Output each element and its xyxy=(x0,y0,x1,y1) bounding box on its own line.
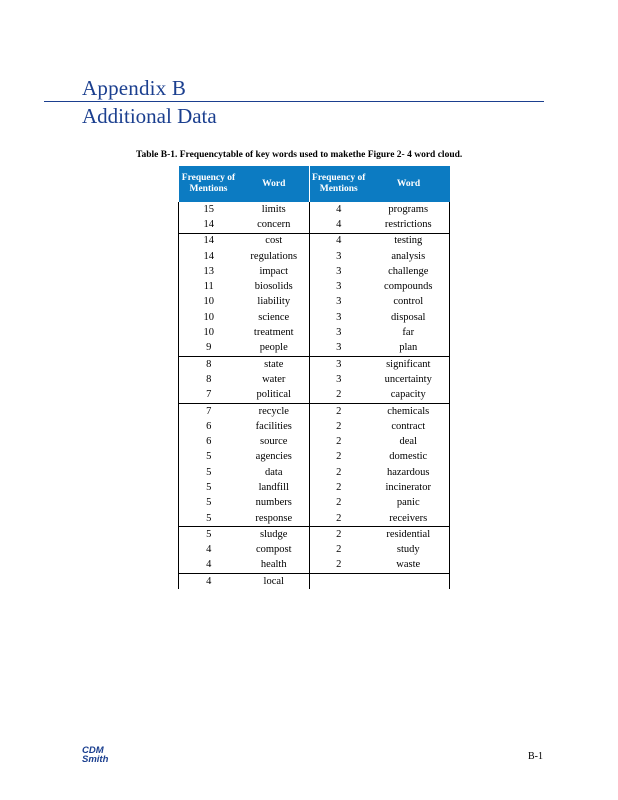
frequency-left-cell: 10 xyxy=(179,325,239,340)
frequency-left-cell: 6 xyxy=(179,434,239,449)
frequency-left-cell: 6 xyxy=(179,419,239,434)
word-right-cell: contract xyxy=(368,419,450,434)
word-left-cell: numbers xyxy=(255,497,292,509)
word-left-cell: concern xyxy=(239,217,310,233)
word-left-cell: limits xyxy=(261,203,286,215)
word-left-cell: liability xyxy=(257,296,291,308)
frequency-right-cell: 3 xyxy=(310,295,368,310)
table-row xyxy=(179,388,450,404)
word-left-cell: political xyxy=(239,388,310,404)
frequency-right-cell: 2 xyxy=(310,496,368,511)
table-row xyxy=(179,543,450,558)
frequency-right-cell: 2 xyxy=(310,558,368,574)
logo-line-2: Smith xyxy=(82,754,109,765)
table-row xyxy=(179,419,450,434)
frequency-right-cell: 4 xyxy=(310,202,368,217)
frequency-right-cell: 2 xyxy=(310,450,368,465)
frequency-left-cell: 5 xyxy=(179,496,239,511)
frequency-left-cell: 8 xyxy=(179,372,239,387)
header-word-left: Word xyxy=(239,166,310,202)
frequency-left-cell: 5 xyxy=(179,527,239,543)
frequency-left-cell: 14 xyxy=(179,233,239,249)
word-left-cell: agencies xyxy=(255,451,292,463)
header-frequency-right: Frequency of Mentions xyxy=(310,166,368,202)
word-left-cell: response xyxy=(239,511,310,527)
word-right-cell: capacity xyxy=(368,388,450,404)
word-left-cell: science xyxy=(258,311,290,323)
heading-divider xyxy=(44,101,544,102)
table-row xyxy=(179,295,450,310)
frequency-left-cell: 10 xyxy=(179,295,239,310)
frequency-right-cell: 3 xyxy=(310,279,368,294)
frequency-left-cell: 7 xyxy=(179,388,239,404)
table-row xyxy=(179,372,450,387)
frequency-left-cell: 5 xyxy=(179,450,239,465)
table-caption: Table B-1. Frequencytable of key words used to makethe Figure 2- 4 word cloud. xyxy=(136,150,463,160)
table-body xyxy=(179,202,450,589)
word-right-cell: control xyxy=(368,295,450,310)
frequency-right-cell: 2 xyxy=(310,465,368,480)
logo-line-1: CDM xyxy=(82,745,104,756)
word-right-cell: analysis xyxy=(368,249,450,264)
word-left-cell: recycle xyxy=(258,405,289,417)
word-left-cell: regulations xyxy=(250,250,298,262)
frequency-left-cell: 14 xyxy=(179,217,239,233)
frequency-right-cell: 2 xyxy=(310,527,368,543)
table-header-row xyxy=(179,166,450,202)
word-left-cell: treatment xyxy=(253,327,294,339)
frequency-right-cell: 2 xyxy=(310,419,368,434)
frequency-right-cell: 3 xyxy=(310,310,368,325)
frequency-right-cell: 3 xyxy=(310,249,368,264)
word-left-cell: facilities xyxy=(255,420,292,432)
word-left-cell: people xyxy=(239,341,310,357)
word-right-cell: study xyxy=(368,543,450,558)
table-row xyxy=(179,325,450,340)
word-right-cell: deal xyxy=(368,434,450,449)
table-row xyxy=(179,511,450,527)
word-left-cell: local xyxy=(263,575,284,587)
frequency-right-cell: 3 xyxy=(310,372,368,387)
table-row xyxy=(179,233,450,249)
table-row xyxy=(179,264,450,279)
frequency-table xyxy=(178,166,450,589)
frequency-left-cell: 14 xyxy=(179,249,239,264)
table-row xyxy=(179,527,450,543)
word-right-cell: domestic xyxy=(368,450,450,465)
frequency-right-cell: 2 xyxy=(310,388,368,404)
word-right-cell: challenge xyxy=(368,264,450,279)
frequency-left-cell: 15 xyxy=(179,202,239,217)
frequency-left-cell: 13 xyxy=(179,264,239,279)
word-left-cell: impact xyxy=(259,265,289,277)
frequency-right-cell xyxy=(310,574,368,590)
word-left-cell: data xyxy=(265,466,283,478)
word-left-cell: landfill xyxy=(258,481,289,493)
frequency-right-cell: 4 xyxy=(310,217,368,233)
word-left-cell: biosolids xyxy=(254,281,293,293)
word-right-cell: hazardous xyxy=(368,465,450,480)
word-right-cell: incinerator xyxy=(368,480,450,495)
frequency-right-cell: 2 xyxy=(310,434,368,449)
table-row xyxy=(179,574,450,590)
frequency-right-cell: 3 xyxy=(310,341,368,357)
frequency-right-cell: 4 xyxy=(310,233,368,249)
word-left-cell: sludge xyxy=(260,528,288,540)
frequency-left-cell: 4 xyxy=(179,543,239,558)
word-left-cell: water xyxy=(262,373,286,385)
word-right-cell: restrictions xyxy=(368,217,450,233)
frequency-right-cell: 2 xyxy=(310,480,368,495)
table-row xyxy=(179,450,450,465)
frequency-left-cell: 8 xyxy=(179,356,239,372)
frequency-left-cell: 10 xyxy=(179,310,239,325)
table-row xyxy=(179,496,450,511)
frequency-left-cell: 5 xyxy=(179,465,239,480)
word-left-cell: cost xyxy=(265,235,283,247)
word-right-cell: uncertainty xyxy=(368,372,450,387)
cdm-smith-logo xyxy=(82,746,122,764)
appendix-heading: Appendix B xyxy=(82,76,187,100)
word-right-cell: testing xyxy=(368,233,450,249)
frequency-left-cell: 5 xyxy=(179,480,239,495)
frequency-left-cell: 9 xyxy=(179,341,239,357)
frequency-right-cell: 3 xyxy=(310,356,368,372)
table-row xyxy=(179,480,450,495)
frequency-left-cell: 4 xyxy=(179,574,239,590)
table-row xyxy=(179,558,450,574)
word-left-cell: health xyxy=(239,558,310,574)
table-row xyxy=(179,434,450,449)
frequency-right-cell: 3 xyxy=(310,325,368,340)
frequency-left-cell: 4 xyxy=(179,558,239,574)
table-row xyxy=(179,341,450,357)
word-right-cell: significant xyxy=(368,356,450,372)
table-row xyxy=(179,310,450,325)
word-right-cell: far xyxy=(368,325,450,340)
word-left-cell: compost xyxy=(255,544,292,556)
word-right-cell: waste xyxy=(368,558,450,574)
table-row xyxy=(179,403,450,419)
word-left-cell: source xyxy=(260,436,288,448)
frequency-left-cell: 5 xyxy=(179,511,239,527)
header-word-right: Word xyxy=(368,166,450,202)
word-right-cell: chemicals xyxy=(368,403,450,419)
table-row xyxy=(179,217,450,233)
word-right-cell: panic xyxy=(368,496,450,511)
frequency-left-cell: 7 xyxy=(179,403,239,419)
frequency-left-cell: 11 xyxy=(179,279,239,294)
header-frequency-left: Frequency of Mentions xyxy=(179,166,239,202)
word-left-cell: state xyxy=(264,358,284,370)
table-row xyxy=(179,202,450,217)
table-row xyxy=(179,249,450,264)
table-row xyxy=(179,465,450,480)
word-right-cell xyxy=(368,574,450,590)
word-right-cell: disposal xyxy=(368,310,450,325)
word-right-cell: receivers xyxy=(368,511,450,527)
frequency-right-cell: 3 xyxy=(310,264,368,279)
page-title: Additional Data xyxy=(82,104,217,128)
word-right-cell: residential xyxy=(368,527,450,543)
table-row xyxy=(179,356,450,372)
frequency-right-cell: 2 xyxy=(310,403,368,419)
frequency-right-cell: 2 xyxy=(310,511,368,527)
word-right-cell: programs xyxy=(368,202,450,217)
table-row xyxy=(179,279,450,294)
page-number: B-1 xyxy=(528,751,543,762)
word-right-cell: compounds xyxy=(368,279,450,294)
frequency-right-cell: 2 xyxy=(310,543,368,558)
word-right-cell: plan xyxy=(368,341,450,357)
